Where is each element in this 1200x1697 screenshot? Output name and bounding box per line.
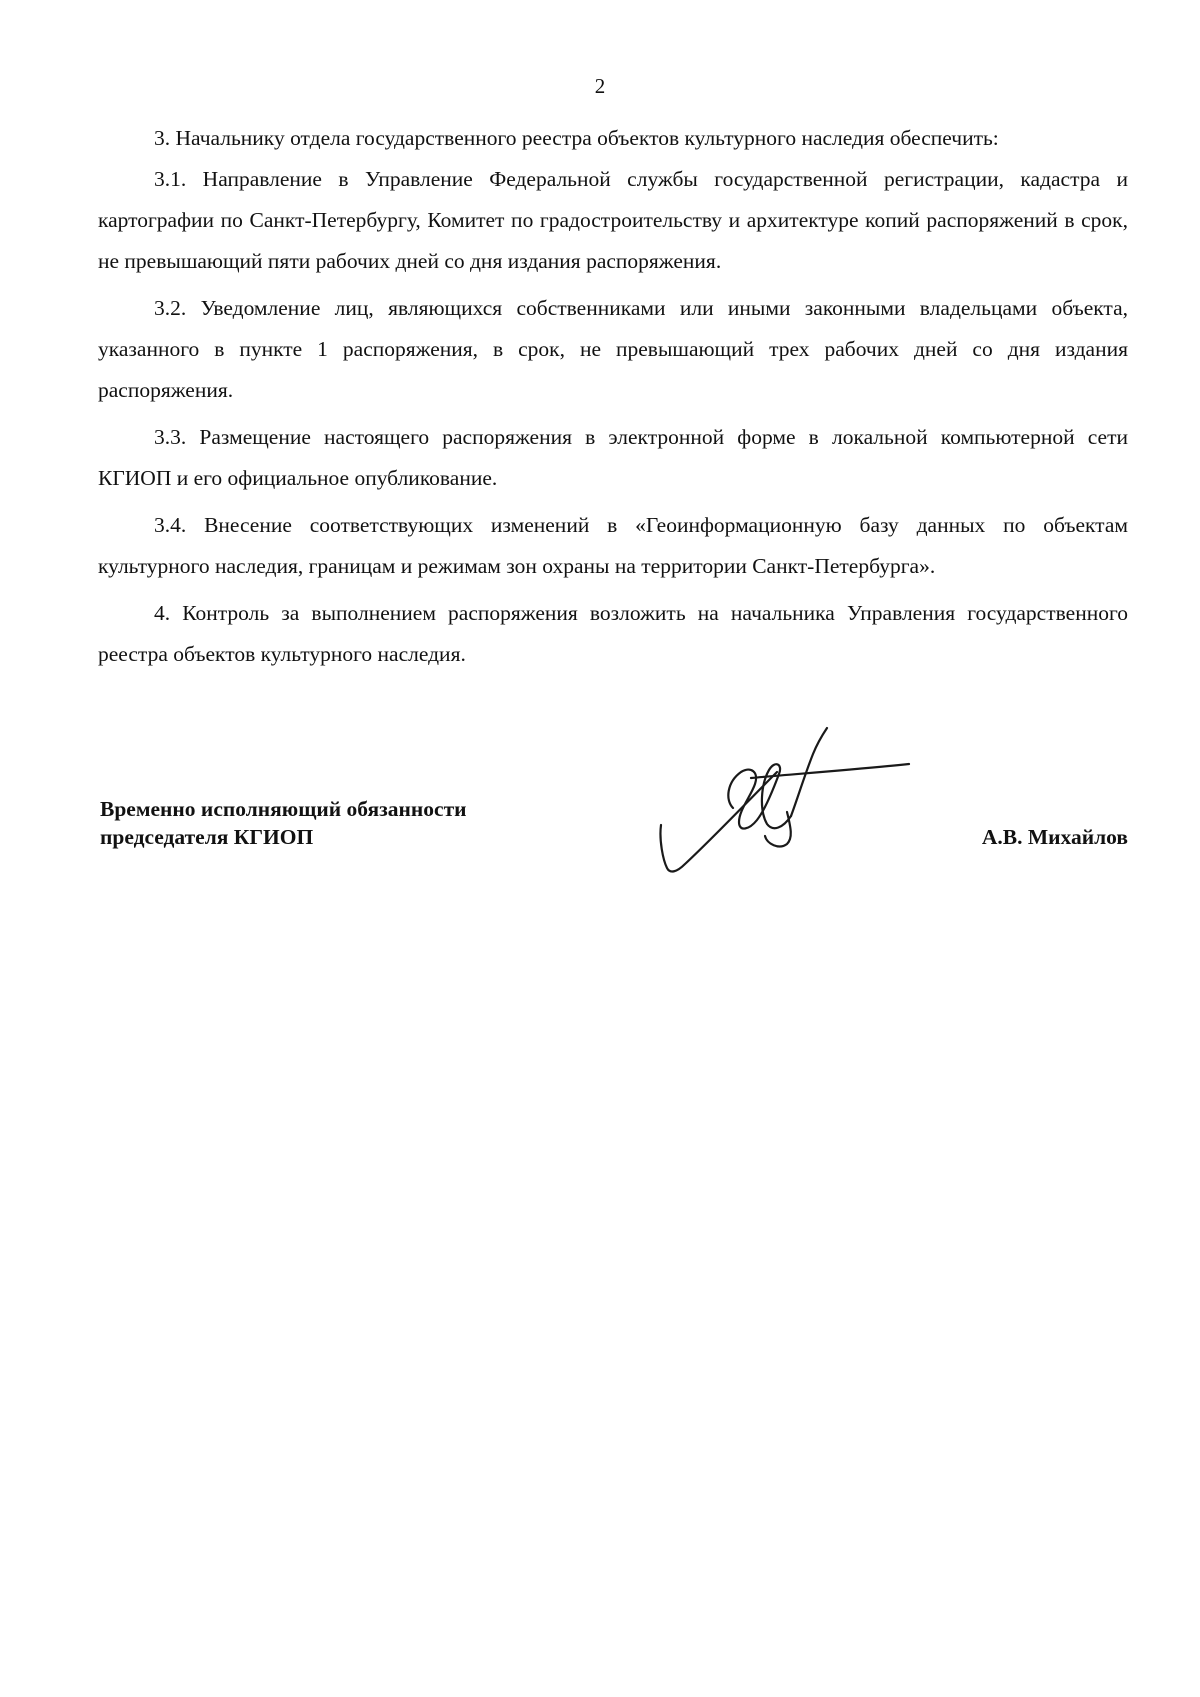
paragraph-3-3: 3.3. Размещение настоящего распоряжения в электронной форме в локальной компьютерной сети КГИОП и его официальное опубликование. [98,425,1128,490]
signatory-position-line1: Временно исполняющий обязанности [100,797,467,821]
signatory-position-line2: председателя КГИОП [100,825,314,849]
paragraph-4: 4. Контроль за выполнением распоряжения возложить на начальника Управления государственного реестра объектов культурного наследия. [98,601,1128,666]
paragraph-3-2: 3.2. Уведомление лиц, являющихся собственниками или иными законными владельцами объекта, указанного в пункте 1 распоряжения, в срок, не превышающий трех рабочих дней со дня издания распоряжения. [98,296,1128,402]
paragraph-3-1: 3.1. Направление в Управление Федеральной службы государственной регистрации, кадастра и картографии по Санкт-Петербургу, Комитет по градостроительству и архитектуре копий распоряжений в срок, не превышающий пяти рабочих дней со дня издания распоряжения. [98,167,1128,273]
signatory-position [100,795,620,851]
page-number: 2 [594,74,606,98]
handwritten-signature [655,720,915,880]
paragraph-3-4: 3.4. Внесение соответствующих изменений в «Геоинформационную базу данных по объектам культурного наследия, границам и режимам зон охраны на территории Санкт-Петербурга». [98,513,1128,578]
signatory-name: А.В. Михайлов [981,825,1128,849]
paragraph-3: 3. Начальнику отдела государственного реестра объектов культурного наследия обеспечить: [154,126,999,150]
document-body [98,118,1128,675]
